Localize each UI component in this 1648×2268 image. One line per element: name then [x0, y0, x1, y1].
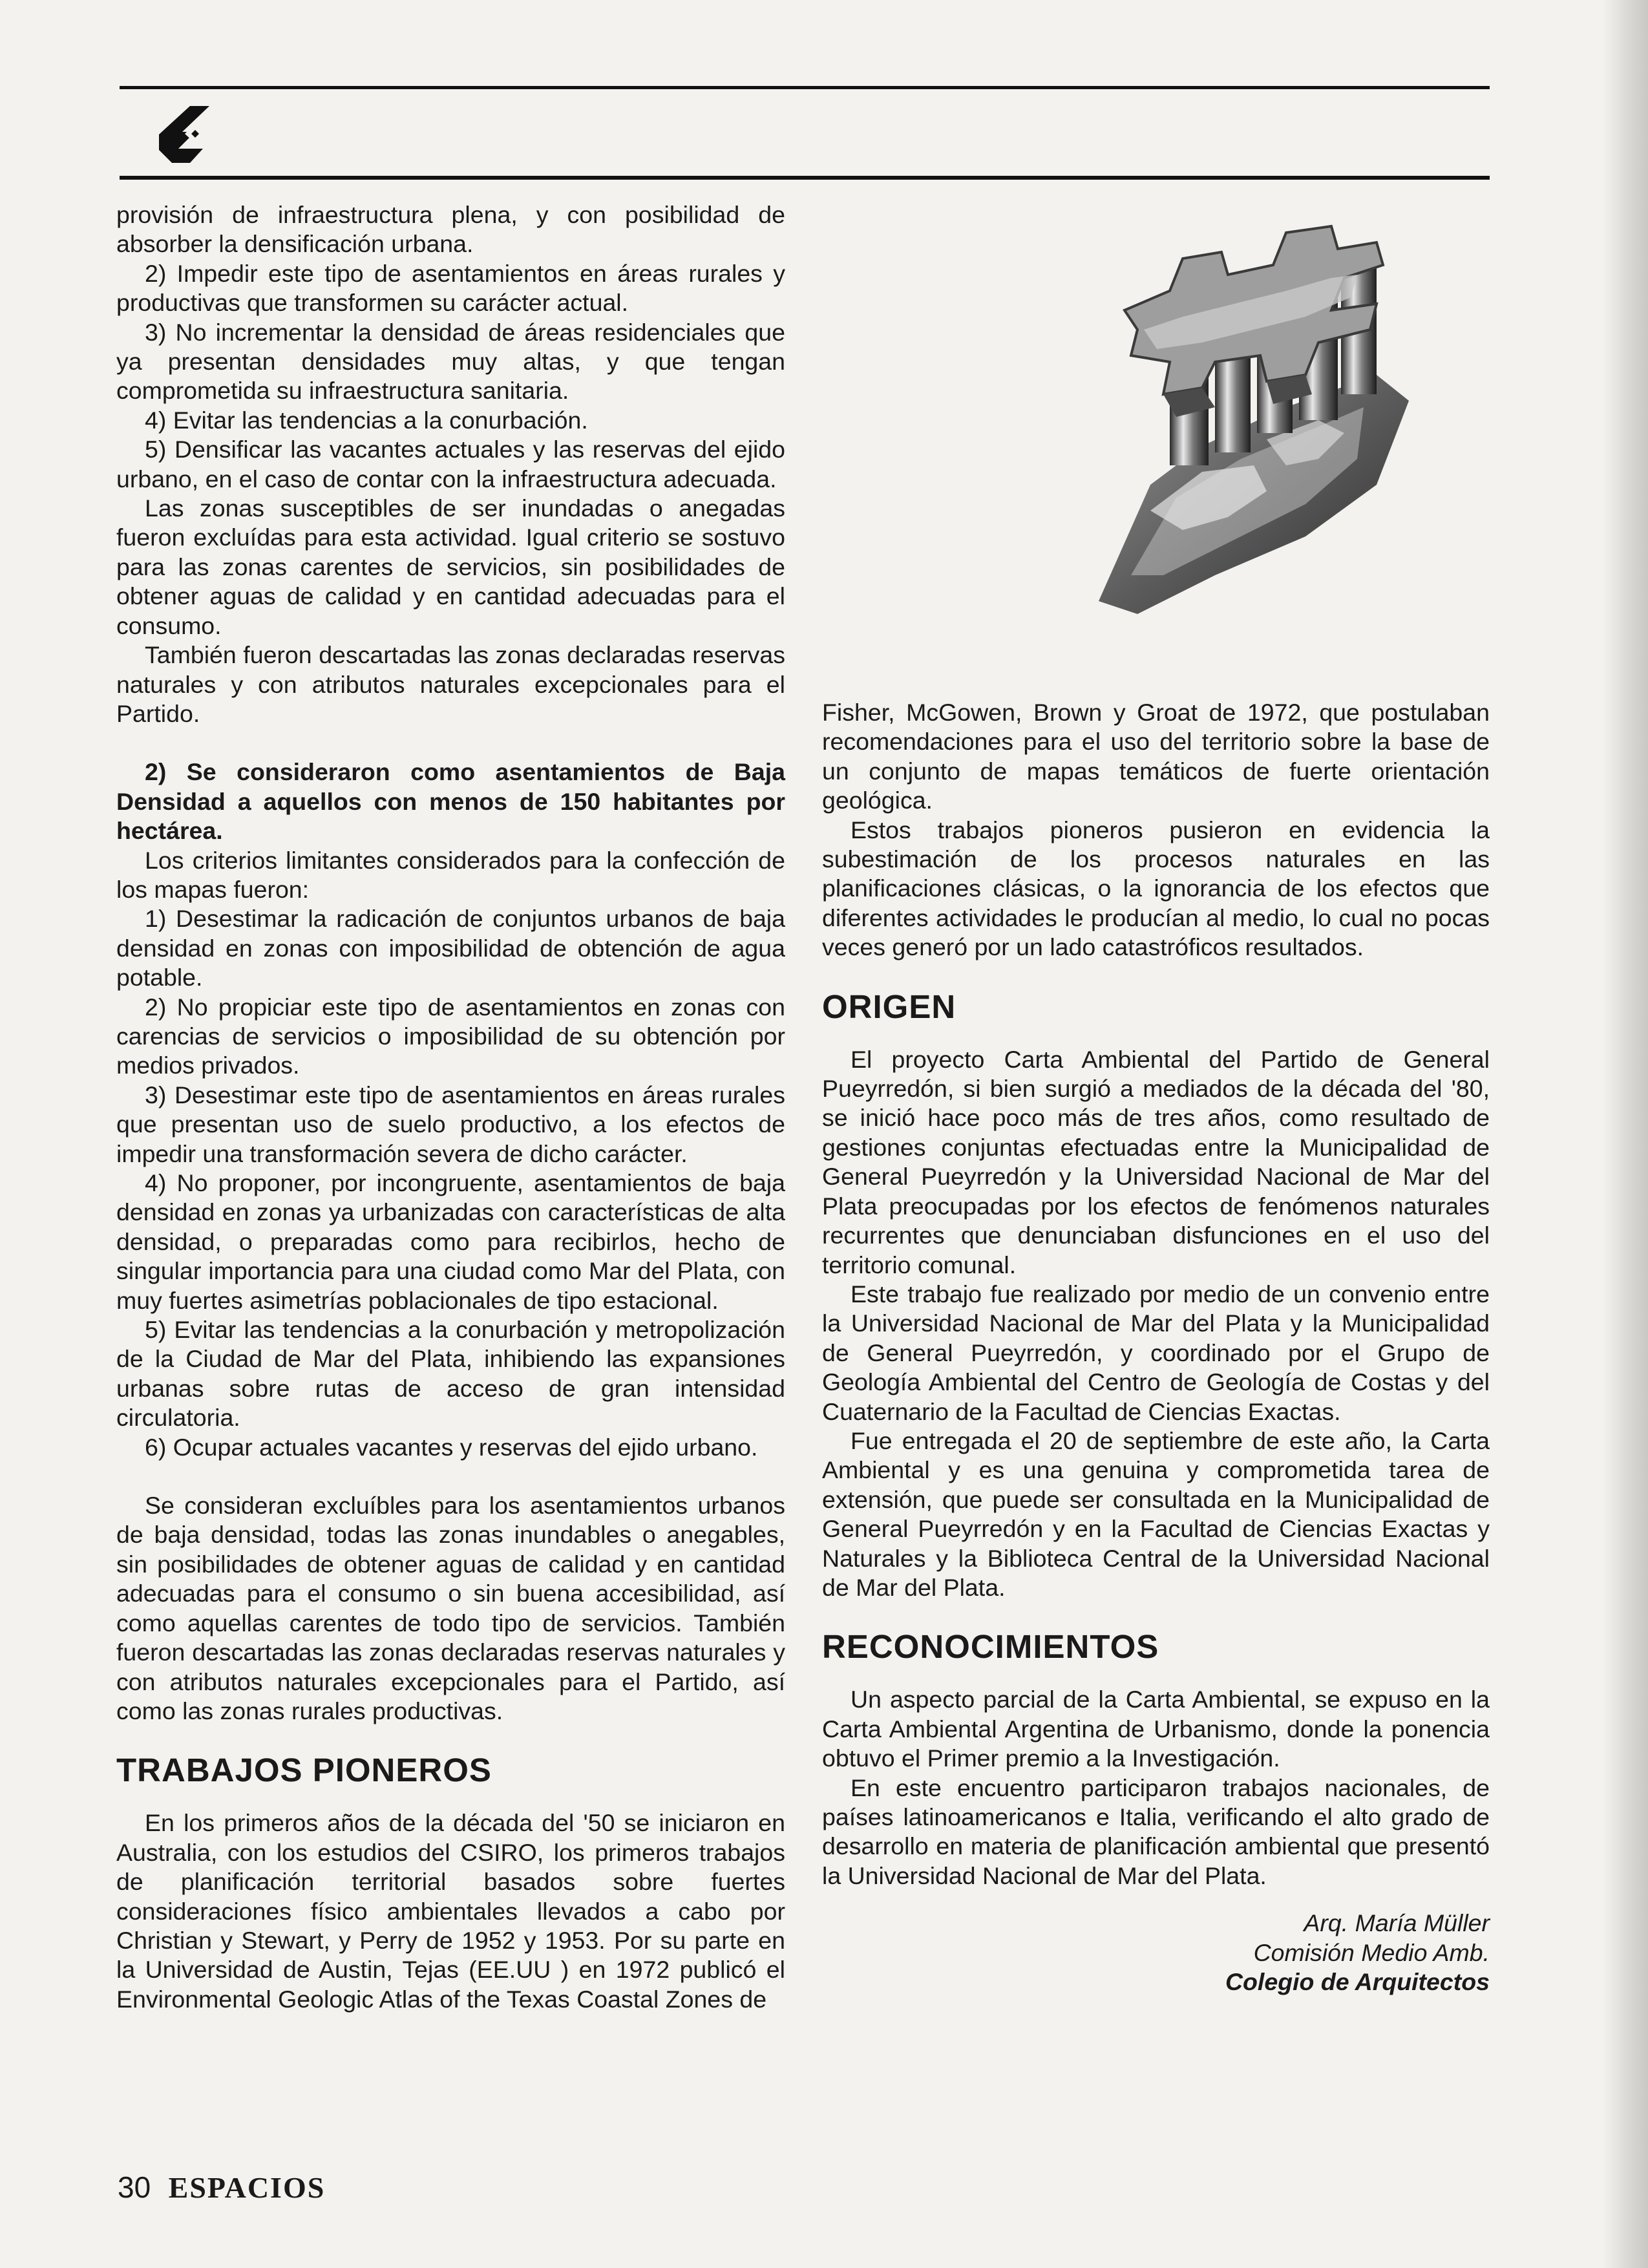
signature-author: Arq. María Müller [1304, 1909, 1490, 1937]
section-heading-reconocimientos: RECONOCIMIENTOS [822, 1628, 1159, 1666]
paragraph: 1) Desestimar la radicación de conjuntos urbanos de baja densidad en zonas con imposibilidad de obtención de agua potable. [116, 905, 785, 991]
paragraph: provisión de infraestructura plena, y con posibilidad de absorber la densificación urbana. [116, 201, 785, 258]
paragraph: 3) No incrementar la densidad de áreas residenciales que ya presentan densidades muy altas, y que tengan comprometida su infraestructura sanitaria. [116, 318, 785, 405]
paragraph: Los criterios limitantes considerados para la confección de los mapas fueron: [116, 846, 785, 903]
paragraph: Se consideran excluíbles para los asentamientos urbanos de baja densidad, todas las zonas inundables o anegables, sin posibilidades de obtener aguas de calidad y en cantidad adecuadas para el consumo o sin buena accesibilidad, así como aquellas carentes de todo tipo de servicios. También fueron descartadas las zonas declaradas reservas naturales y con atributos naturales excepcionales para el Partido, así como las zonas rurales productivas. [116, 1492, 785, 1724]
paragraph: Fisher, McGowen, Brown y Groat de 1972, que postulaban recomendaciones para el uso del territorio sobre la base de un conjunto de mapas temáticos de fuerte orientación geológica. [822, 699, 1490, 814]
signature-block [822, 1909, 1490, 1997]
right-column [822, 698, 1490, 1997]
page-edge-shadow [1603, 0, 1648, 2268]
paragraph: 4) No proponer, por incongruente, asentamientos de baja densidad en zonas ya urbanizadas con características de alta densidad, o preparadas como para recibirlos, hecho de singular importancia para una ciudad como Mar del Plata, con muy fuertes asimetrías poblacionales de tipo estacional. [116, 1169, 785, 1314]
left-column [116, 200, 785, 2014]
page-number: 30 [118, 2170, 151, 2204]
paragraph: Estos trabajos pioneros pusieron en evidencia la subestimación de los procesos naturales en las planificaciones clásicas, o la ignorancia de los efectos que diferentes actividades le producían al medio, lo cual no pocas veces generó por un lado catastróficos resultados. [822, 816, 1490, 961]
paragraph: También fueron descartadas las zonas declaradas reservas naturales y con atributos naturales excepcionales para el Partido. [116, 641, 785, 727]
paragraph: 5) Densificar las vacantes actuales y las reservas del ejido urbano, en el caso de contar con la infraestructura adecuada. [116, 436, 785, 493]
paragraph: En este encuentro participaron trabajos nacionales, de países latinoamericanos e Italia, verificando el alto grado de desarrollo en materia de planificación ambiental que presentó la Universidad Nacional de Mar del Plata. [822, 1774, 1490, 1889]
paragraph: 4) Evitar las tendencias a la conurbación. [145, 406, 588, 434]
paragraph: Un aspecto parcial de la Carta Ambiental, se expuso en la Carta Ambiental Argentina de Urbanismo, donde la ponencia obtuvo el Primer premio a la Investigación. [822, 1686, 1490, 1772]
arrow-chevron-logo-icon [153, 103, 237, 165]
section-heading-origen: ORIGEN [822, 988, 956, 1025]
paragraph: Este trabajo fue realizado por medio de un convenio entre la Universidad Nacional de Mar del Plata y la Municipalidad de General Pueyrredón, y coordinado por el Grupo de Geología Ambiental del Centro de Geología de Costas y del Cuaternario de la Facultad de Ciencias Exactas. [822, 1280, 1490, 1425]
paragraph: 6) Ocupar actuales vacantes y reservas del ejido urbano. [145, 1433, 758, 1461]
map-extrusion-illustration-icon [1073, 213, 1435, 627]
paragraph: Fue entregada el 20 de septiembre de este año, la Carta Ambiental y es una genuina y comprometida tarea de extensión, que puede ser consultada en la Municipalidad de General Pueyrredón y en la Facultad de Ciencias Exactas y Naturales y la Biblioteca Central de la Universidad Nacional de Mar del Plata. [822, 1426, 1490, 1601]
paragraph: 5) Evitar las tendencias a la conurbación y metropolización de la Ciudad de Mar del Plata, inhibiendo las expansiones urbanas sobre rutas de acceso de gran intensidad circulatoria. [116, 1316, 785, 1432]
top-rule [120, 86, 1490, 89]
signature-commission: Comisión Medio Amb. [1253, 1938, 1490, 1966]
paragraph: 2) Impedir este tipo de asentamientos en áreas rurales y productivas que transformen su carácter actual. [116, 259, 785, 317]
bold-statement: 2) Se consideraron como asentamientos de Baja Densidad a aquellos con menos de 150 habitantes por hectárea. [116, 758, 785, 845]
paragraph: El proyecto Carta Ambiental del Partido de General Pueyrredón, si bien surgió a mediados de la década del '80, se inició hace poco más de tres años, como resultado de gestiones conjuntas efectuadas entre la Municipalidad de General Pueyrredón y la Universidad Nacional de Mar del Plata preocupadas por los efectos de fenómenos naturales recurrentes que denunciaban disfunciones en el uso del territorio comunal. [822, 1045, 1490, 1278]
paragraph: En los primeros años de la década del '50 se iniciaron en Australia, con los estudios del CSIRO, los primeros trabajos de planificación territorial basados sobre fuertes consideraciones físico ambientales llevados a cabo por Christian y Stewart, y Perry de 1952 y 1953. Por su parte en la Universidad de Austin, Tejas (EE.UU ) en 1972 publicó el Environmental Geologic Atlas of the Texas Coastal Zones de [116, 1809, 785, 2013]
signature-org: Colegio de Arquitectos [1225, 1968, 1490, 1996]
paragraph: 2) No propiciar este tipo de asentamientos en zonas con carencias de servicios o imposibilidad de su obtención por medios privados. [116, 993, 785, 1079]
header-rule [120, 176, 1490, 180]
paragraph: 3) Desestimar este tipo de asentamientos en áreas rurales que presentan uso de suelo productivo, a los efectos de impedir una transformación severa de dicho carácter. [116, 1081, 785, 1167]
paragraph: Las zonas susceptibles de ser inundadas o anegadas fueron excluídas para esta actividad. Igual criterio se sostuvo para las zonas carentes de servicios, sin posibilidades de obtener aguas de calidad y en cantidad adecuadas para el consumo. [116, 494, 785, 639]
page-footer [118, 2169, 325, 2206]
magazine-name: ESPACIOS [168, 2171, 326, 2204]
section-heading-trabajos: TRABAJOS PIONEROS [116, 1752, 492, 1789]
